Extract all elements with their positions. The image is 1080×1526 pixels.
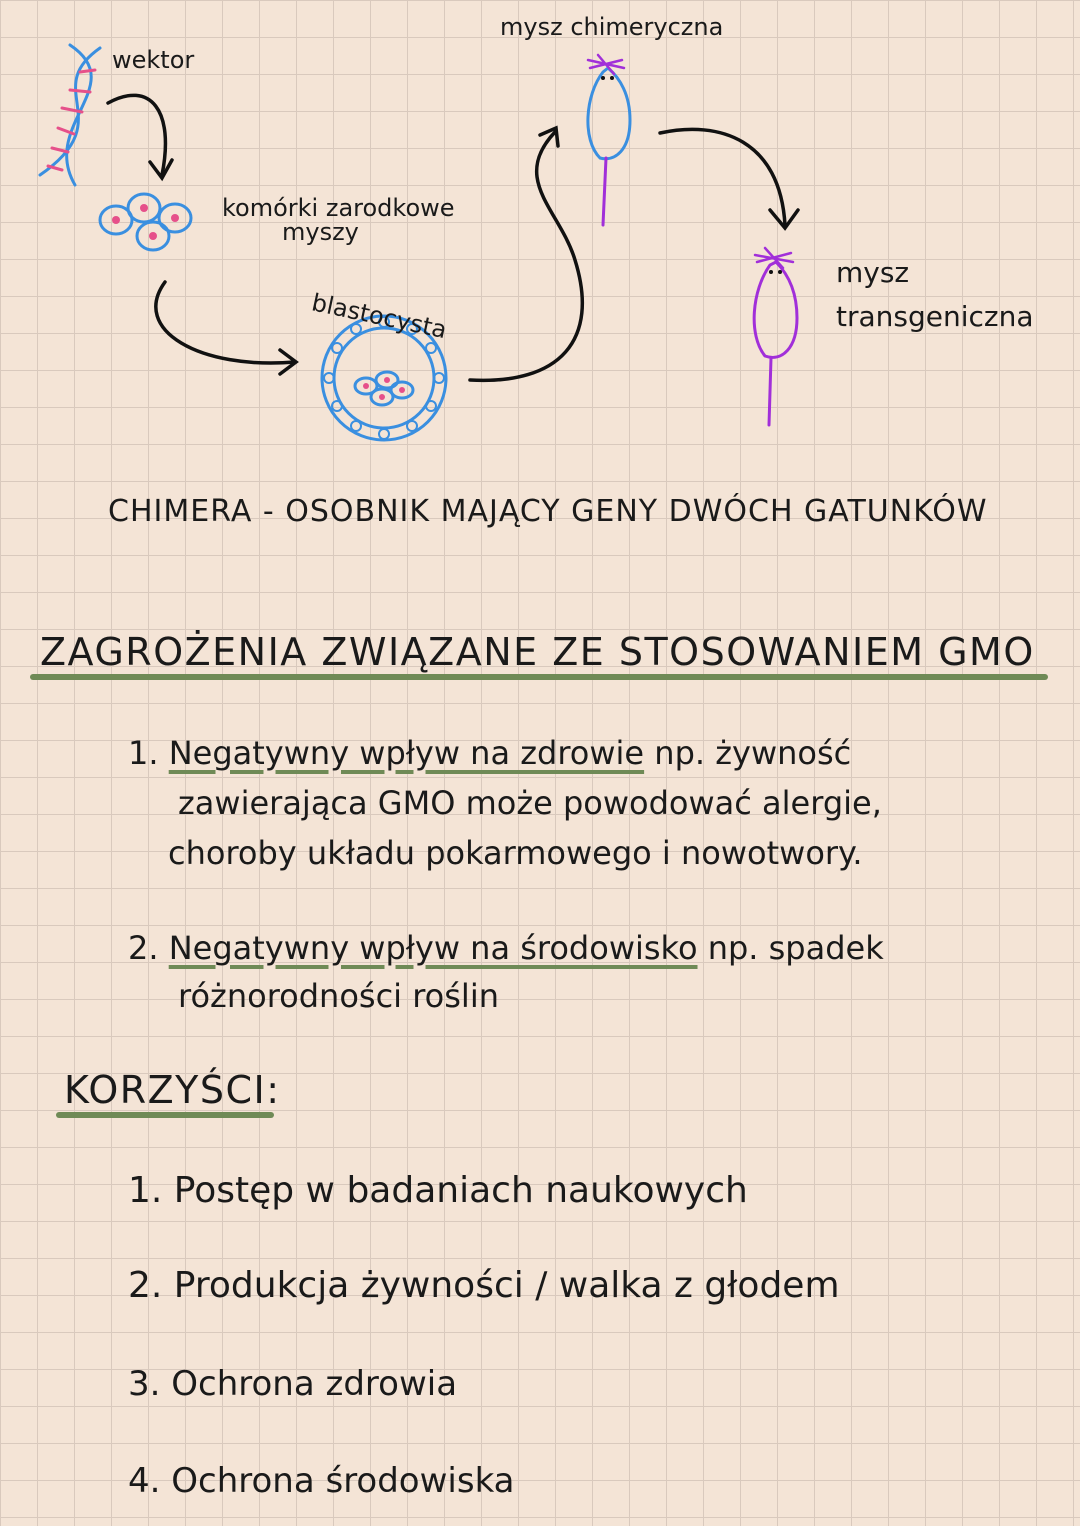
benefit-item-4: 4. Ochrona środowiska <box>128 1461 515 1501</box>
benefit-item-3: 3. Ochrona zdrowia <box>128 1364 458 1404</box>
transgenic-mouse-label: mysz <box>836 256 910 289</box>
chimera-definition: CHIMERA - OSOBNIK MAJĄCY GENY DWÓCH GATUNKÓW <box>108 494 988 529</box>
threat-item-1 <box>128 735 1028 772</box>
threats-title-underline <box>30 674 1048 680</box>
benefit-item-1: 1. Postęp w badaniach naukowych <box>128 1170 748 1211</box>
arrow-cells-to-blastocyst <box>156 282 296 374</box>
arrow-blastocyst-to-chimera <box>470 128 582 380</box>
threat-2-line2: różnorodności roślin <box>178 977 499 1015</box>
arrow-chimera-to-transgenic <box>660 129 798 228</box>
threat-item-2 <box>128 930 1028 967</box>
threat-1-line2: zawierająca GMO może powodować alergie, <box>178 784 882 822</box>
threat-1-number: 1. <box>128 734 159 772</box>
transgenic-mouse-icon <box>754 248 797 425</box>
dna-helix-icon <box>40 45 100 185</box>
vector-label: wektor <box>112 46 195 74</box>
transgenic-mouse-label-2: transgeniczna <box>836 300 1034 333</box>
arrow-dna-to-cells <box>108 95 172 178</box>
threat-2-text: np. spadek <box>707 929 884 967</box>
threats-title: ZAGROŻENIA ZWIĄZANE ZE STOSOWANIEM GMO <box>40 630 1035 674</box>
blastocyst-label: blastocysta <box>309 288 450 345</box>
benefits-title-underline <box>56 1112 274 1118</box>
threat-1-text: np. żywność <box>654 734 852 772</box>
germ-cells-label-2: myszy <box>282 218 359 246</box>
germ-cells-icon <box>100 194 191 250</box>
threat-2-number: 2. <box>128 929 159 967</box>
threat-1-line3: choroby układu pokarmowego i nowotwory. <box>168 834 863 872</box>
germ-cells-label: komórki zarodkowe <box>222 194 455 222</box>
chimeric-mouse-icon <box>588 55 630 225</box>
benefit-item-2: 2. Produkcja żywności / walka z głodem <box>128 1265 840 1306</box>
chimeric-mouse-label: mysz chimeryczna <box>500 13 724 41</box>
threat-2-heading: Negatywny wpływ na środowisko <box>168 929 698 967</box>
threat-1-heading: Negatywny wpływ na zdrowie <box>168 734 645 772</box>
benefits-title: KORZYŚCI: <box>64 1068 281 1112</box>
